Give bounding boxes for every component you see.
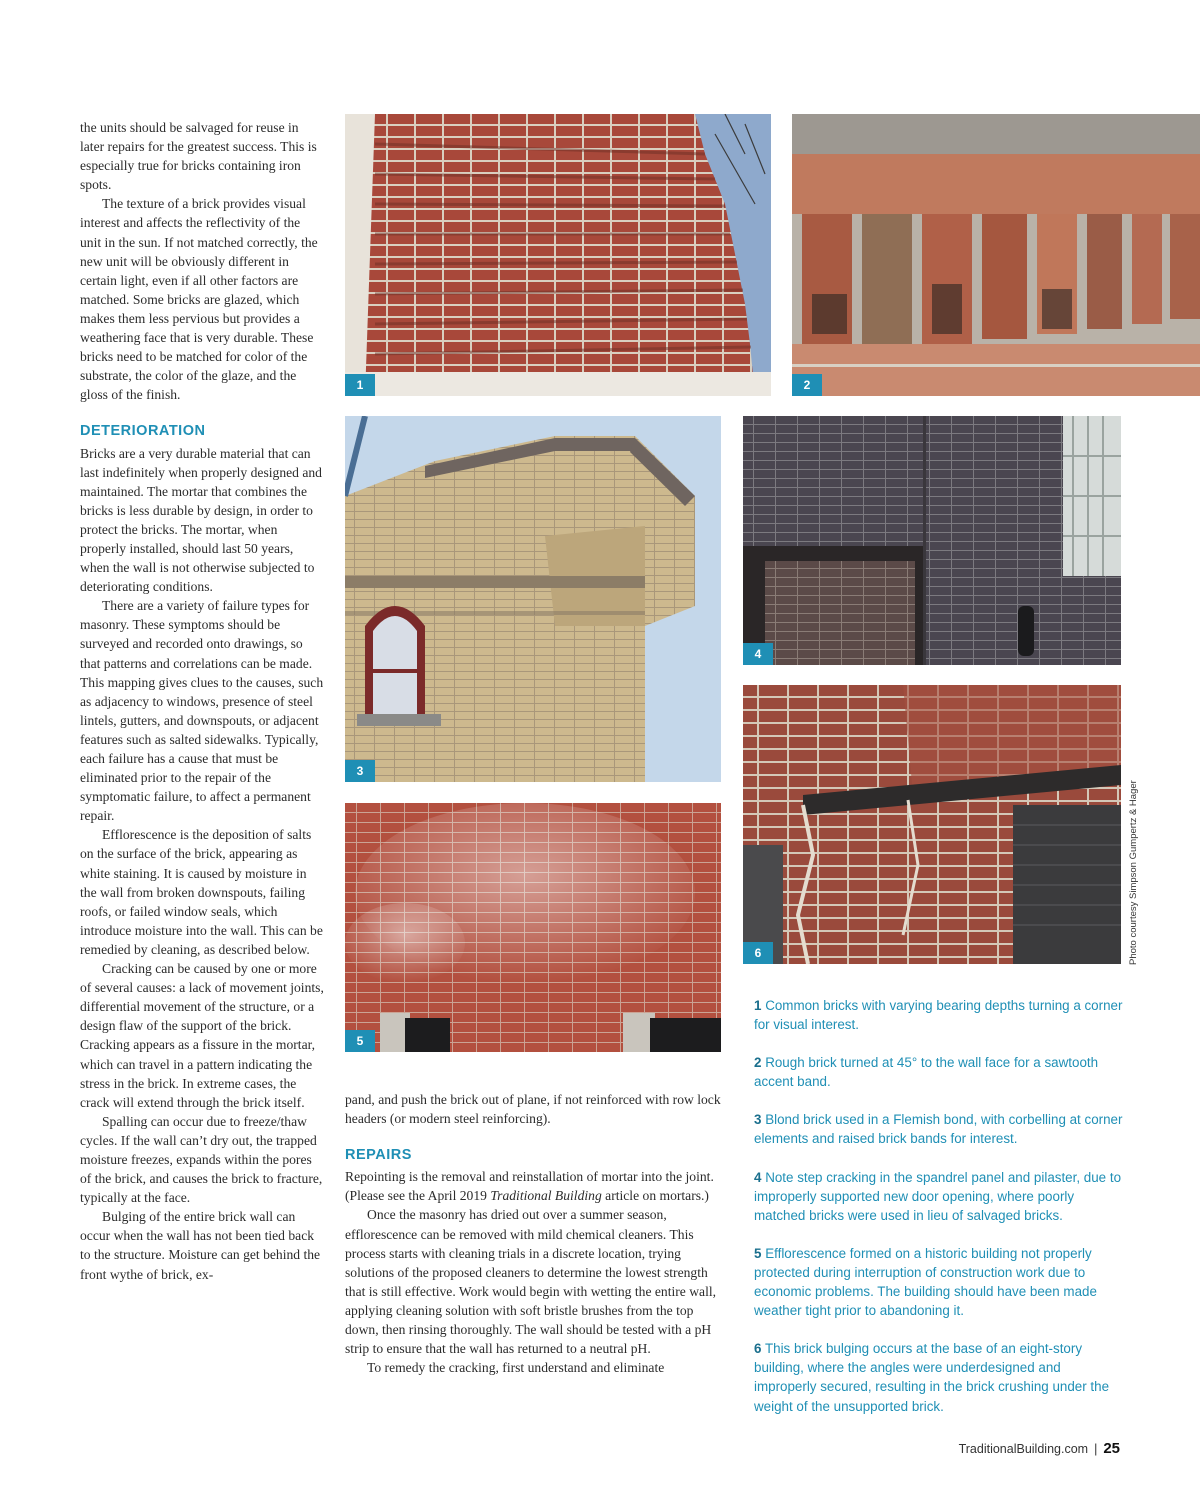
paragraph: Cracking can be caused by one or more of several causes: a lack of movement joints, differential movement of the structure, or a design flaw of the support of the brick. Cracking appears as a fissure in the mortar, which can travel in a pattern indicating the stress in the brick. In extreme cases, the crack will extend through the brick itself. (80, 961, 324, 1110)
photo-captions (754, 996, 1124, 1435)
caption-text: Blond brick used in a Flemish bond, with corbelling at corner elements and raised brick bands for interest. (754, 1112, 1123, 1147)
paragraph: Efflorescence is the deposition of salts on the surface of the brick, appearing as white staining. It is caused by moisture in the wall from broken downspouts, failing roofs, or failed window seals, which introduce moisture into the wall. This can be remedied by cleaning, as described below. (80, 827, 323, 957)
photo-1 (345, 114, 771, 396)
photo-number-6: 6 (743, 942, 773, 964)
article-column-2 (345, 1090, 721, 1377)
paragraph: Bulging of the entire brick wall can occur when the wall has not been tied back to the structure. Moisture can get behind the front wythe of brick, ex- (80, 1209, 321, 1282)
text-run: article on mortars.) (601, 1188, 709, 1204)
caption-number: 2 (754, 1055, 762, 1071)
photo-number-3: 3 (345, 760, 375, 782)
photo-number-4: 4 (743, 643, 773, 665)
caption-number: 1 (754, 998, 762, 1013)
photo-2 (792, 114, 1200, 396)
footer-separator: | (1094, 1442, 1098, 1456)
photo-4 (743, 416, 1121, 665)
photo-number-2: 2 (792, 374, 822, 396)
page-number: 25 (1103, 1440, 1120, 1457)
page-footer (959, 1440, 1120, 1457)
caption-number: 4 (754, 1169, 762, 1185)
photo-number-5: 5 (345, 1030, 375, 1052)
paragraph: To remedy the cracking, first understand and eliminate (367, 1360, 665, 1376)
caption-6 (754, 1339, 1124, 1415)
publication-title: Traditional Building (490, 1188, 602, 1204)
caption-number: 3 (754, 1112, 762, 1128)
caption-5 (754, 1244, 1124, 1320)
photo-credit: Photo courtesy Simpson Gumpertz & Hager (1128, 780, 1139, 965)
caption-3 (754, 1110, 1124, 1148)
paragraph: Spalling can occur due to freeze/thaw cycles. If the wall can’t dry out, the trapped moisture freezes, expands within the pores of the brick, and causes the brick to fracture, typically at the face. (80, 1113, 323, 1206)
caption-text: Note step cracking in the spandrel panel and pilaster, due to improperly supported new door opening, where poorly matched bricks were used in lieu of salvaged bricks. (754, 1169, 1122, 1223)
photo-3 (345, 416, 721, 782)
text-run: Repointing is the removal and reinstallation of mortar into the joint. (Please see the April 2019 (345, 1169, 714, 1204)
paragraph: the units should be salvaged for reuse in later repairs for the greatest success. This is especially true for bricks containing iron spots. (80, 120, 317, 193)
paragraph: The texture of a brick provides visual interest and affects the reflectivity of the unit in the sun. If not matched correctly, the new unit will be obviously different in certain light, even if all other factors are matched. Some bricks are glazed, which makes them less pervious but provides a weathering face that is very durable. These bricks need to be matched for color of the substrate, the color of the glaze, and the gloss of the finish. (80, 196, 318, 403)
paragraph: Once the masonry has dried out over a summer season, efflorescence can be removed with mild chemical cleaners. This process starts with cleaning trials in a discrete location, trying solutions of the proposed cleaners to determine the lowest strength that is still effective. Work would begin with wetting the entire wall, applying cleaning solution with soft bristle brushes from the top down, then rinsing thoroughly. The wall should be tested with a pH strip to ensure that the wall has returned to a neutral pH. (345, 1207, 717, 1357)
caption-text: This brick bulging occurs at the base of an eight-story building, where the angles were underdesigned and improperly secured, resulting in the brick crushing under the weight of the unsupported brick. (754, 1341, 1110, 1414)
photo-6 (743, 685, 1121, 964)
paragraph: There are a variety of failure types for masonry. These symptoms should be surveyed and recorded onto drawings, so that patterns and correlations can be made. This mapping gives clues to the causes, such as adjacency to windows, presence of steel lintels, gutters, and downspouts, or adjacent features such as salted sidewalks. Typically, each failure has a cause that must be eliminated prior to the repair of the symptomatic failure, to affect a permanent repair. (80, 598, 324, 824)
caption-number: 5 (754, 1245, 762, 1261)
article-column-1 (80, 118, 324, 1284)
caption-text: Efflorescence formed on a historic building not properly protected during interruption of construction work due to economic problems. The building should have been made weather tight prior to abandoning it. (754, 1245, 1097, 1319)
caption-4 (754, 1168, 1124, 1225)
caption-text: Common bricks with varying bearing depths turning a corner for visual interest. (754, 998, 1123, 1033)
caption-2 (754, 1053, 1124, 1091)
paragraph: pand, and push the brick out of plane, if not reinforced with row lock headers (or modern steel reinforcing). (345, 1092, 721, 1127)
paragraph: Bricks are a very durable material that can last indefinitely when properly designed and maintained. The mortar that combines the bricks is less durable by design, in order to protect the bricks. The mortar, when properly installed, should last 50 years, when the wall is not otherwise subjected to deteriorating conditions. (80, 445, 322, 595)
caption-text: Rough brick turned at 45° to the wall face for a sawtooth accent band. (754, 1055, 1099, 1090)
photo-5 (345, 803, 721, 1052)
site-link[interactable]: TraditionalBuilding.com (958, 1442, 1089, 1456)
caption-1 (754, 996, 1124, 1034)
paragraph (345, 1167, 721, 1205)
section-heading-deterioration: DETERIORATION (80, 423, 206, 440)
photo-number-1: 1 (345, 374, 375, 396)
section-heading-repairs: REPAIRS (345, 1147, 412, 1164)
caption-number: 6 (754, 1341, 762, 1357)
